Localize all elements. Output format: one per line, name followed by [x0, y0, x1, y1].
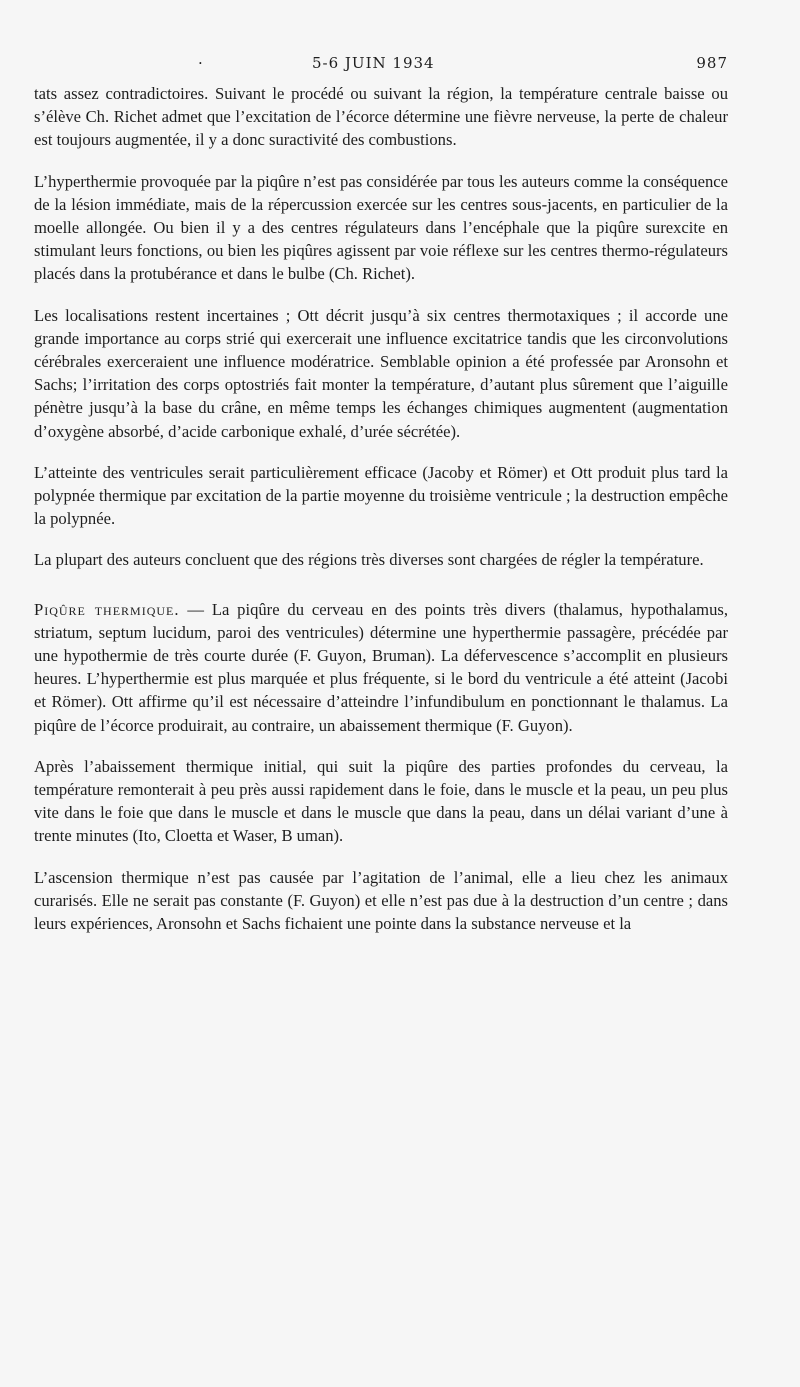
- section-paragraph-3: L’ascension thermique n’est pas causée par l’agitation de l’animal, elle a lieu chez les animaux curarisés. Elle ne serait pas constante (F. Guyon) et elle n’est pas due à la destruction d’un centre ; dans leurs expériences, Aronsohn et Sachs fichaient une pointe dans la substance nerveuse et la: [34, 867, 728, 934]
- section-dash: —: [179, 599, 212, 619]
- header-dot: ·: [198, 54, 204, 72]
- running-header: [0, 54, 800, 78]
- section-paragraph-2: Après l’abaissement thermique initial, qui suit la piqûre des parties profondes du cerveau, la température remonterait à peu près aussi rapidement dans le foie, dans le muscle et la peau, un peu plus vite dans le foie que dans le muscle et dans le muscle que dans la peau, dans un délai variant d’une à trente minutes (Ito, Cloetta et Waser, B uman).: [34, 756, 728, 846]
- section-piqure-thermique: [34, 598, 728, 737]
- paragraph-3: Les localisations restent incertaines ; Ott décrit jusqu’à six centres thermotaxiques ; il accorde une grande importance au corps strié qui exercerait une influence excitatrice tandis que les circonvolutions cérébrales exerceraient une influence modératrice. Semblable opinion a été professée par Aronsohn et Sachs; l’irritation des corps optostriés fait monter la température, d’autant plus sûrement que l’aiguille pénètre jusqu’à la base du crâne, en même temps les échanges chimiques augmentent (augmentation d’oxygène absorbé, d’acide carbonique exhalé, d’urée sécrétée).: [34, 305, 728, 441]
- section-paragraph-1: La piqûre du cerveau en des points très divers (thalamus, hypothalamus, striatum, septum lucidum, paroi des ventricules) détermine une hyperthermie passagère, précédée par une hypothermie de très courte durée (F. Guyon, Bruman). La défervescence s’accomplit en plusieurs heures. L’hyperthermie est plus marquée et plus fréquente, si le bord du ventricule a été atteint (Jacobi et Römer). Ott affirme qu’il est nécessaire d’atteindre l’infundibulum en ponctionnant le thalamus. La piqûre de l’écorce produirait, au contraire, un abaissement thermique (F. Guyon).: [34, 599, 728, 735]
- paragraph-4: L’atteinte des ventricules serait particulièrement efficace (Jacoby et Römer) et Ott produit plus tard la polypnée thermique par excitation de la partie moyenne du troisième ventricule ; la destruction empêche la polypnée.: [34, 462, 728, 529]
- body-text: [34, 82, 728, 935]
- paragraph-2: L’hyperthermie provoquée par la piqûre n’est pas considérée par tous les auteurs comme la conséquence de la lésion immédiate, mais de la répercussion exercée sur les centres sous-jacents, en particulier de la moelle allongée. Ou bien il y a des centres régulateurs dans l’encéphale que la piqûre surexcite en stimulant leurs fonctions, ou bien les piqûres agissent par voie réflexe sur les centres thermo-régulateurs placés dans la protubérance et dans le bulbe (Ch. Richet).: [34, 171, 728, 284]
- section-title: Piqûre thermique.: [34, 599, 180, 619]
- page-number: 987: [696, 54, 728, 72]
- paragraph-5: La plupart des auteurs concluent que des régions très diverses sont chargées de régler la température.: [34, 550, 704, 570]
- paragraph-1: tats assez contradictoires. Suivant le procédé ou suivant la région, la température centrale baisse ou s’élève Ch. Richet admet que l’excitation de l’écorce détermine une fièvre nerveuse, la perte de chaleur est toujours augmentée, il y a donc suractivité des combustions.: [34, 84, 728, 150]
- header-date: 5-6 JUIN 1934: [312, 54, 435, 72]
